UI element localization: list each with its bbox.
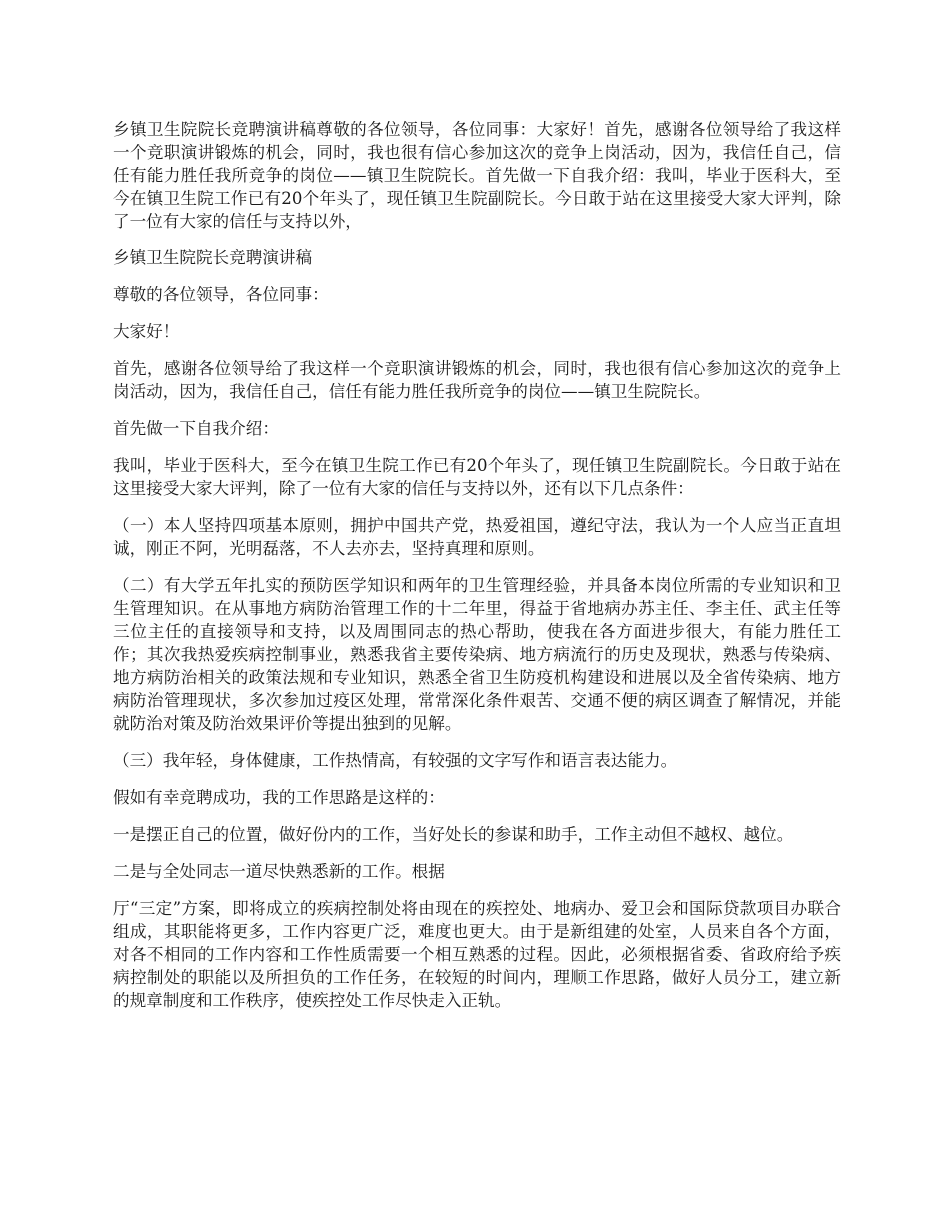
condition-three-paragraph: （三）我年轻，身体健康，工作热情高，有较强的文字写作和语言表达能力。 — [113, 751, 678, 770]
condition-one-paragraph: （一）本人坚持四项基本原则，拥护中国共产党，热爱祖国，遵纪守法，我认为一个人应当正直坦诚，刚正不阿，光明磊落，不人去亦去，坚持真理和原则。 — [113, 516, 841, 558]
plan-point-two: 二是与全处同志一道尽快熟悉新的工作。根据 — [113, 862, 445, 881]
self-intro-paragraph: 我叫，毕业于医科大，至今在镇卫生院工作已有20个年头了，现任镇卫生院副院长。今日敢于站在这里接受大家大评判，除了一位有大家的信任与支持以外，还有以下几点条件： — [113, 456, 841, 498]
self-intro-heading: 首先做一下自我介绍： — [113, 419, 279, 438]
salutation: 尊敬的各位领导，各位同事： — [113, 285, 329, 304]
greeting: 大家好！ — [113, 322, 180, 341]
document-body — [113, 118, 841, 1026]
speech-title: 乡镇卫生院院长竞聘演讲稿 — [113, 248, 313, 267]
plan-detail-paragraph: 厅“三定”方案，即将成立的疾病控制处将由现在的疾控处、地病办、爱卫会和国际贷款项目办联合组成，其职能将更多，工作内容更广泛，难度也更大。由于是新组建的处室，人员来自各个方面，对各不相同的工作内容和工作性质需要一个相互熟悉的过程。因此，必须根据省委、省政府给予疾病控制处的职能以及所担负的工作任务，在较短的时间内，理顺工作思路，做好人员分工，建立新的规章制度和工作秩序，使疾控处工作尽快走入正轨。 — [113, 899, 841, 1010]
plan-point-one: 一是摆正自己的位置，做好份内的工作，当好处长的参谋和助手，工作主动但不越权、越位。 — [113, 825, 794, 844]
work-plan-heading: 假如有幸竞聘成功，我的工作思路是这样的： — [113, 788, 445, 807]
thanks-paragraph: 首先，感谢各位领导给了我这样一个竞职演讲锻炼的机会，同时，我也很有信心参加这次的竞争上岗活动，因为，我信任自己，信任有能力胜任我所竞争的岗位——镇卫生院院长。 — [113, 359, 841, 401]
intro-summary-paragraph: 乡镇卫生院院长竞聘演讲稿尊敬的各位领导，各位同事：大家好！首先，感谢各位领导给了我这样一个竞职演讲锻炼的机会，同时，我也很有信心参加这次的竞争上岗活动，因为，我信任自己，信任有能力胜任我所竞争的岗位——镇卫生院院长。首先做一下自我介绍：我叫，毕业于医科大，至今在镇卫生院工作已有20个年头了，现任镇卫生院副院长。今日敢于站在这里接受大家大评判，除了一位有大家的信任与支持以外， — [113, 120, 841, 231]
condition-two-paragraph: （二）有大学五年扎实的预防医学知识和两年的卫生管理经验，并具备本岗位所需的专业知识和卫生管理知识。在从事地方病防治管理工作的十二年里，得益于省地病办苏主任、李主任、武主任等三位主任的直接领导和支持，以及周围同志的热心帮助，使我在各方面进步很大，有能力胜任工作；其次我热爱疾病控制事业，熟悉我省主要传染病、地方病流行的历史及现状，熟悉与传染病、地方病防治相关的政策法规和专业知识，熟悉全省卫生防疫机构建设和进展以及全省传染病、地方病防治管理现状，多次参加过疫区处理，常常深化条件艰苦、交通不便的病区调查了解情况，并能就防治对策及防治效果评价等提出独到的见解。 — [113, 576, 841, 733]
